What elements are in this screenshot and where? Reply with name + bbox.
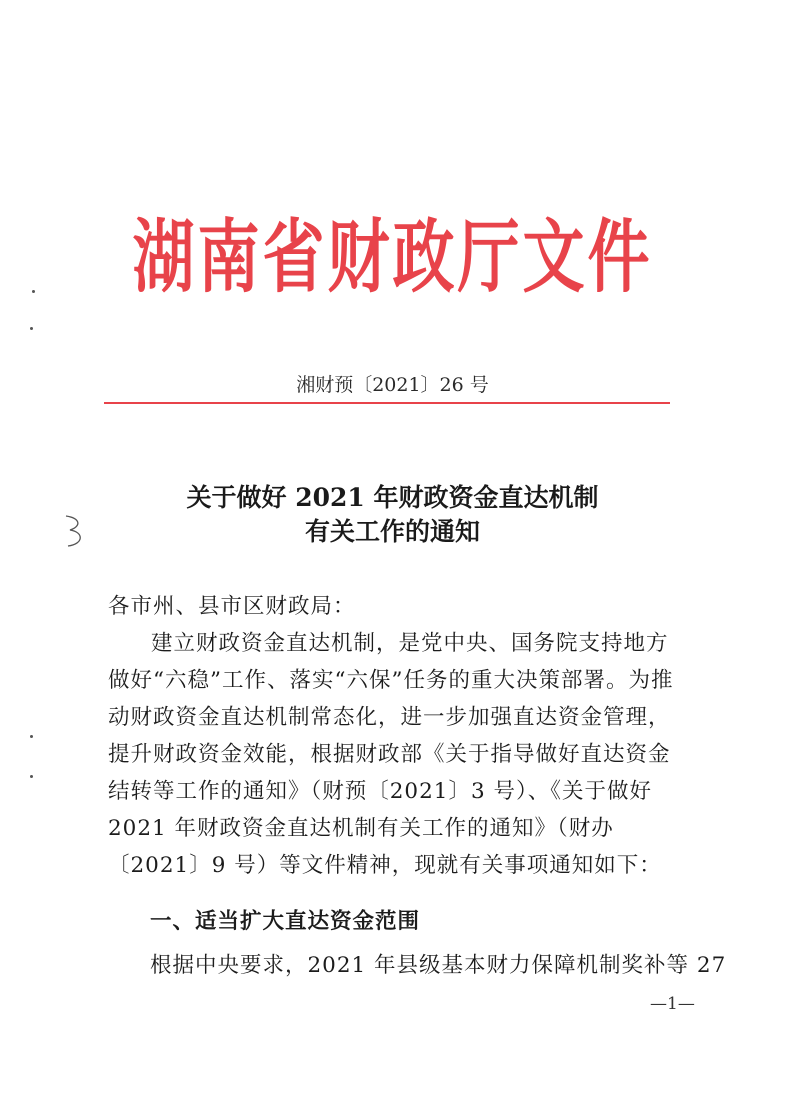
document-number: 湘财预〔2021〕26 号 <box>296 374 489 396</box>
scan-speck <box>30 775 33 778</box>
scan-speck <box>30 327 33 330</box>
body-paragraph-2: 根据中央要求，2021 年县级基本财力保障机制奖补等 27 <box>150 953 727 978</box>
page-number: —1— <box>650 994 695 1014</box>
salutation: 各市州、县市区财政局： <box>108 594 356 619</box>
document-title-line1: 关于做好 2021 年财政资金直达机制 <box>186 483 599 512</box>
masthead-title: 湖南省财政厅文件 <box>132 210 653 304</box>
red-divider <box>104 402 670 404</box>
scan-speck <box>32 290 35 293</box>
body-paragraph-1: 建立财政资金直达机制，是党中央、国务院支持地方做好“六稳”工作、落实“六保”任务的重大决策部署。为推动财政资金直达机制常态化，进一步加强直达资金管理，提升财政资金效能，根据财政部《关于指导做好直达资金结转等工作的通知》（财预〔2021〕3 号）、《关于做好 2021 年财政资金直达机制有关工作的通知》（财办〔2021〕9 号）等文件精神，现就有关事项通知如下： <box>108 631 674 878</box>
handwritten-mark-icon <box>58 508 98 558</box>
section-heading-1: 一、适当扩大直达资金范围 <box>150 909 421 934</box>
scan-speck <box>30 735 33 738</box>
document-title-line2: 有关工作的通知 <box>304 517 480 546</box>
